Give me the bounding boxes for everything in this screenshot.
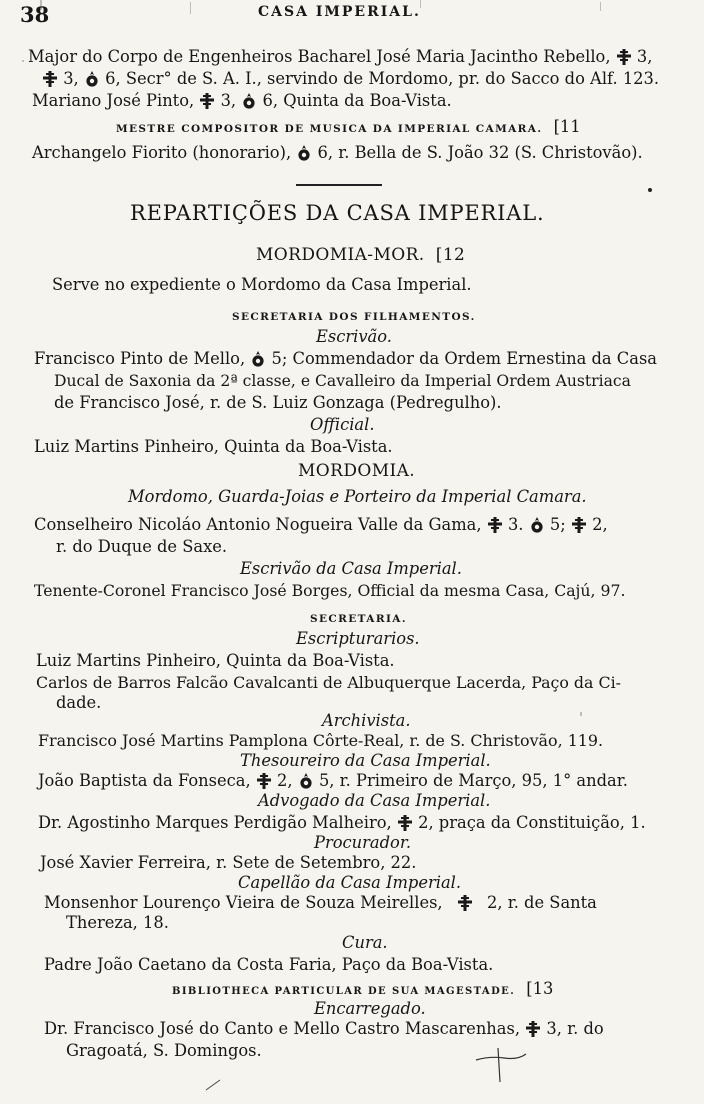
print-speck <box>22 60 24 62</box>
heading-secretaria: SECRETARIA. <box>310 613 407 625</box>
role-archivista: Archivista. <box>322 711 411 730</box>
role-cura: Cura. <box>342 933 388 952</box>
cross-icon <box>398 815 412 831</box>
ink-dot <box>648 188 652 192</box>
print-speck <box>580 712 582 716</box>
print-speck <box>600 2 601 11</box>
entry-francisco-martins: Francisco José Martins Pamplona Côrte-Real, r. de S. Christovão, 119. <box>38 731 604 750</box>
page-number: 38 <box>20 2 50 27</box>
entry-archangelo: Archangelo Fiorito (honorario), 6, r. Bella de S. João 32 (S. Christovão). <box>32 143 643 162</box>
rose-icon <box>242 93 256 109</box>
cross-icon <box>200 93 214 109</box>
entry-agostinho: Dr. Agostinho Marques Perdigão Malheiro, 2, praça da Constituição, 1. <box>38 813 646 832</box>
cross-icon <box>257 773 271 789</box>
entry-conselheiro: Conselheiro Nicoláo Antonio Nogueira Valle da Gama, 3. 5; 2, <box>34 515 608 534</box>
entry-major: Major do Corpo de Engenheiros Bacharel José Maria Jacintho Rebello, 3, <box>28 47 653 66</box>
pen-mark <box>470 1040 530 1084</box>
cross-icon <box>617 49 631 65</box>
entry-jose-xavier: José Xavier Ferreira, r. Sete de Setembro, 22. <box>40 853 417 872</box>
role-advogado: Advogado da Casa Imperial. <box>258 791 491 810</box>
running-title: CASA IMPERIAL. <box>258 4 421 20</box>
entry-carlos-barros-cont: dade. <box>56 693 102 712</box>
role-encarregado: Encarregado. <box>314 999 426 1018</box>
role-escrivao: Escrivão. <box>316 327 392 346</box>
heading-mestre-compositor: MESTRE COMPOSITOR DE MUSICA DA IMPERIAL CAMARA. [11 <box>116 117 581 136</box>
rose-icon <box>85 71 99 87</box>
section-title: REPARTIÇÕES DA CASA IMPERIAL. <box>130 201 545 225</box>
entry-joao-baptista: João Baptista da Fonseca, 2, 5, r. Primeiro de Março, 95, 1° andar. <box>38 771 628 790</box>
role-escripturarios: Escripturarios. <box>296 629 420 648</box>
entry-dr-francisco-canto-cont: Gragoatá, S. Domingos. <box>66 1041 262 1060</box>
cross-icon <box>458 895 472 911</box>
entry-luiz-martins-2: Luiz Martins Pinheiro, Quinta da Boa-Vista. <box>36 651 395 670</box>
heading-mordomia-mor: MORDOMIA-MOR. [12 <box>256 245 466 265</box>
text-serve: Serve no expediente o Mordomo da Casa Imperial. <box>52 275 472 294</box>
entry-francisco-pinto: Francisco Pinto de Mello, 5; Commendador da Ordem Ernestina da Casa <box>34 349 658 368</box>
entry-monsenhor-cont: Thereza, 18. <box>66 913 169 932</box>
entry-luiz-martins-1: Luiz Martins Pinheiro, Quinta da Boa-Vista. <box>34 437 393 456</box>
rose-icon <box>251 351 265 367</box>
role-procurador: Procurador. <box>314 833 412 852</box>
entry-francisco-pinto-cont2: de Francisco José, r. de S. Luiz Gonzaga (Pedregulho). <box>54 393 502 412</box>
entry-monsenhor: Monsenhor Lourenço Vieira de Souza Meirelles, 2, r. de Santa <box>44 893 597 912</box>
cross-icon <box>526 1021 540 1037</box>
role-escrivao-casa: Escrivão da Casa Imperial. <box>240 559 462 578</box>
rose-icon <box>530 517 544 533</box>
print-speck <box>420 0 421 8</box>
role-official: Official. <box>310 415 375 434</box>
heading-mordomia: MORDOMIA. <box>298 461 416 481</box>
entry-dr-francisco-canto: Dr. Francisco José do Canto e Mello Castro Mascarenhas, 3, r. do <box>44 1019 604 1038</box>
print-speck <box>190 2 191 14</box>
entry-padre-joao: Padre João Caetano da Costa Faria, Paço da Boa-Vista. <box>44 955 494 974</box>
role-mordomo-guarda: Mordomo, Guarda-Joias e Porteiro da Imperial Camara. <box>128 487 587 506</box>
divider-rule <box>296 184 382 186</box>
entry-carlos-barros: Carlos de Barros Falcão Cavalcanti de Albuquerque Lacerda, Paço da Ci- <box>36 673 621 692</box>
cross-icon <box>43 71 57 87</box>
pen-stroke <box>204 1078 224 1092</box>
print-speck <box>40 0 42 10</box>
role-capellao: Capellão da Casa Imperial. <box>238 873 462 892</box>
role-thesoureiro: Thesoureiro da Casa Imperial. <box>240 751 491 770</box>
entry-francisco-pinto-cont1: Ducal de Saxonia da 2ª classe, e Cavalleiro da Imperial Ordem Austriaca <box>54 372 631 390</box>
entry-mariano: Mariano José Pinto, 3, 6, Quinta da Boa-Vista. <box>32 91 452 110</box>
rose-icon <box>297 145 311 161</box>
heading-secretaria-filhamentos: SECRETARIA DOS FILHAMENTOS. <box>232 311 476 323</box>
cross-icon <box>572 517 586 533</box>
entry-major-cont: 3, 6, Secr° de S. A. I., servindo de Mordomo, pr. do Sacco do Alf. 123. <box>42 68 704 90</box>
heading-bibliotheca: BIBLIOTHECA PARTICULAR DE SUA MAGESTADE. [13 <box>172 979 554 998</box>
entry-conselheiro-cont: r. do Duque de Saxe. <box>56 537 228 556</box>
rose-icon <box>299 773 313 789</box>
entry-tenente-coronel: Tenente-Coronel Francisco José Borges, Official da mesma Casa, Cajú, 97. <box>34 581 626 600</box>
cross-icon <box>488 517 502 533</box>
